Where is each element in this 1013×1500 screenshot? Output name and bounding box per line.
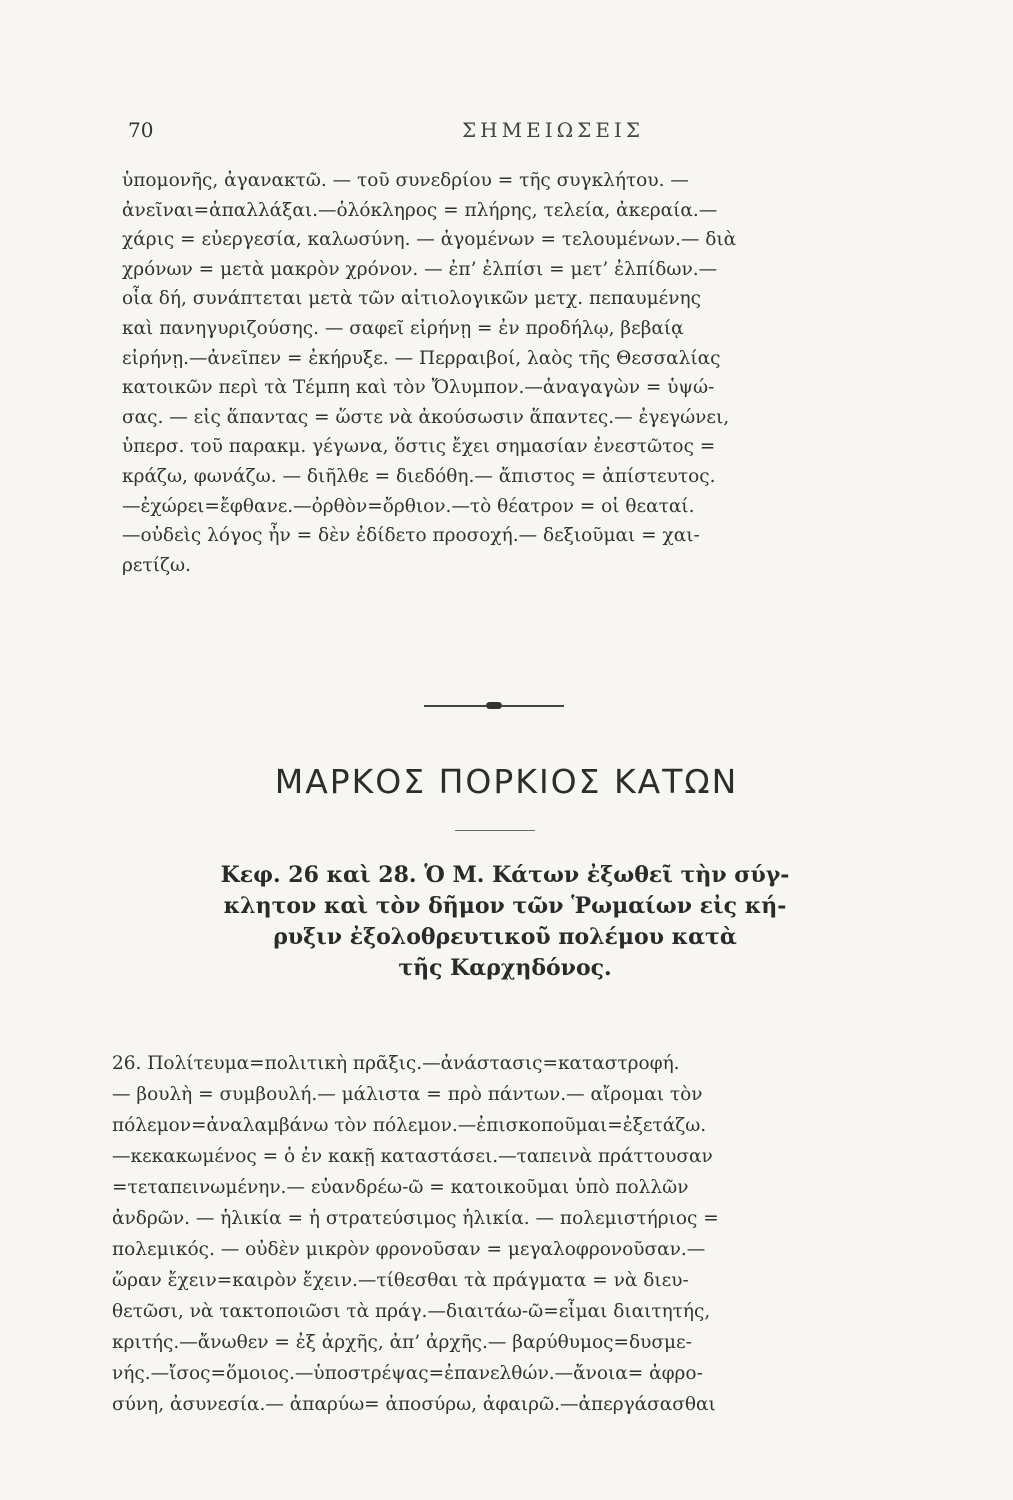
notes-line: —οὐδεὶς λόγος ἦν = δὲν ἐδίδετο προσοχή.— δεξιοῦμαι = χαι- [122,525,700,547]
subheading-line: κλητον καὶ τὸν δῆμον τῶν Ῥωμαίων εἰς κή- [223,893,787,919]
body-line: πολεμικός. — οὐδὲν μικρὸν φρονοῦσαν = μεγαλοφρονοῦσαν.— [112,1239,706,1260]
notes-line: ὑπερσ. τοῦ παρακμ. γέγωνα, ὅστις ἔχει σημασίαν ἐνεστῶτος = [122,436,716,458]
notes-line: ἀνεῖναι=ἀπαλλάξαι.—ὁλόκληρος = πλήρης, τελεία, ἀκεραία.— [122,199,718,221]
body-line: —κεκακωμένος = ὁ ἐν κακῇ καταστάσει.—ταπεινὰ πράττουσαν [112,1146,713,1167]
running-head: ΣΗΜΕΙΩΣΕΙΣ [462,118,644,142]
notes-line: κατοικῶν περὶ τὰ Τέμπη καὶ τὸν Ὄλυμπον.—ἀναγαγὼν = ὑψώ- [122,377,715,399]
notes-line: οἷα δή, συνάπτεται μετὰ τῶν αἰτιολογικῶν μετχ. πεπαυμένης [122,288,701,310]
body-line: — βουλὴ = συμβουλή.— μάλιστα = πρὸ πάντων.— αἴρομαι τὸν [112,1084,703,1105]
body-line: θετῶσι, νὰ τακτοποιῶσι τὰ πράγ.—διαιτάω-ῶ=εἶμαι διαιτητής, [112,1301,711,1322]
section-ornament [424,700,564,710]
notes-line: χάρις = εὐεργεσία, καλωσύνη. — ἀγομένων = τελουμένων.— διὰ [122,229,737,251]
notes-line: —ἐχώρει=ἔφθανε.—ὀρθὸν=ὄρθιον.—τὸ θέατρον = οἱ θεαταί. [122,495,695,517]
notes-line: ὑπομονῆς, ἀγανακτῶ. — τοῦ συνεδρίου = τῆς συγκλήτου. — [122,170,689,191]
body-line: ἀνδρῶν. — ἡλικία = ἡ στρατεύσιμος ἡλικία. — πολεμιστήριος = [112,1208,719,1229]
body-line: =τεταπεινωμένην.— εὐανδρέω-ῶ = κατοικοῦμαι ὑπὸ πολλῶν [112,1177,689,1198]
subheading-line: Κεφ. 26 καὶ 28. Ὁ Μ. Κάτων ἐξωθεῖ τὴν σύγ- [220,862,790,888]
subheading-line: τῆς Καρχηδόνος. [398,955,612,981]
notes-line: κράζω, φωνάζω. — διῆλθε = διεδόθη.— ἄπιστος = ἀπίστευτος. [122,465,716,487]
notes-line: εἰρήνῃ.—ἀνεῖπεν = ἐκήρυξε. — Περραιβοί, λαὸς τῆς Θεσσαλίας [122,347,721,369]
chapter-title: ΜΑΡΚΟΣ ΠΟΡΚΙΟΣ ΚΑΤΩΝ [274,762,739,801]
title-rule [455,830,535,831]
subheading-line: ρυξιν ἐξολοθρευτικοῦ πολέμου κατὰ [273,924,737,950]
body-line: ὥραν ἔχειν=καιρὸν ἔχειν.—τίθεσθαι τὰ πράγματα = νὰ διευ- [112,1270,689,1291]
body-line: 26. Πολίτευμα=πολιτικὴ πρᾶξις.—ἀνάστασις=καταστροφή. [112,1053,680,1074]
body-line: πόλεμον=ἀναλαμβάνω τὸν πόλεμον.—ἐπισκοποῦμαι=ἐξετάζω. [112,1115,707,1136]
body-line: κριτής.—ἄνωθεν = ἐξ ἀρχῆς, ἀπ’ ἀρχῆς.— βαρύθυμος=δυσμε- [112,1332,692,1353]
chapter-subheading [110,860,900,984]
notes-line: σας. — εἰς ἅπαντας = ὥστε νὰ ἀκούσωσιν ἅπαντες.— ἐγεγώνει, [122,406,730,428]
notes-line: χρόνων = μετὰ μακρὸν χρόνον. — ἐπ’ ἐλπίσι = μετ’ ἐλπίδων.— [122,258,718,280]
notes-line: ρετίζω. [122,554,191,576]
body-line: νής.—ἴσος=ὅμοιος.—ὑποστρέψας=ἐπανελθών.—ἄνοια= ἀφρο- [112,1363,703,1384]
page-header [128,118,888,148]
chapter-notes [112,1048,880,1420]
notes-section [122,166,882,580]
notes-line: καὶ πανηγυριζούσης. — σαφεῖ εἰρήνῃ = ἐν προδήλῳ, βεβαίᾳ [122,317,684,339]
page-number: 70 [128,118,154,142]
body-line: σύνη, ἀσυνεσία.— ἀπαρύω= ἀποσύρω, ἀφαιρῶ.—ἀπεργάσασθαι [112,1394,716,1415]
